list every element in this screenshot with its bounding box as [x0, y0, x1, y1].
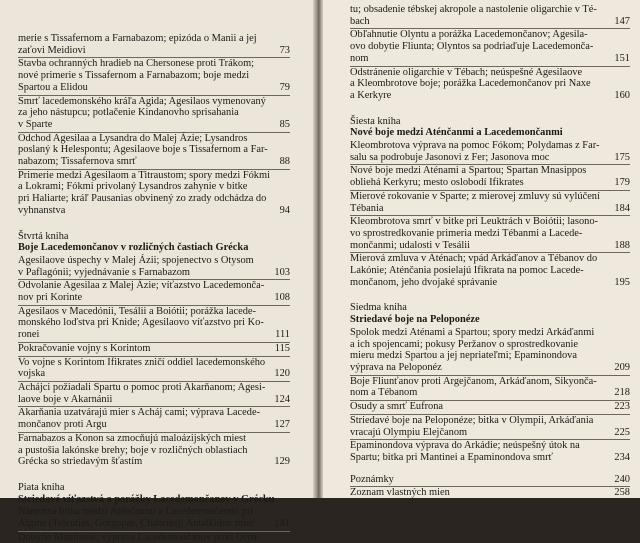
toc-entry-line: Odstránenie oligarchie v Tébach; neúspešné Agesilaove [350, 66, 583, 78]
toc-entry-line: Boje Fliunťanov proti Argejčanom, Arkáďanom, Sikyonča- [350, 375, 597, 387]
toc-entry[interactable] [350, 67, 630, 102]
toc-entry[interactable] [350, 4, 630, 27]
toc-entry-text [350, 191, 608, 214]
toc-entry-text [18, 280, 268, 303]
book6-label: Šiesta kniha [350, 115, 401, 127]
toc-page-number: 111 [275, 329, 290, 341]
toc-entry[interactable] [350, 140, 630, 163]
toc-entry-line: za jeho nástupcu; potlačenie Kindanovho sprisahania [18, 107, 239, 119]
toc-entry-line: Odvolanie Agesilaa z Malej Ázie; víťazstvo Lacedemonča- [18, 280, 265, 292]
toc-entry-line: mončanom, jeho dvojaké správanie [350, 276, 498, 288]
toc-entry-line: Nové boje medzi Aténami a Spartou; Spartan Mnasippos [350, 165, 587, 177]
toc-entry-line: Osudy a smrť Eufrona [350, 401, 444, 413]
toc-entry[interactable] [18, 433, 290, 468]
toc-entry[interactable] [350, 191, 630, 214]
toc-entry-line: Dobytie Mantineie; výprava Lacedemončanov proti Olyn- [18, 531, 261, 543]
toc-page-number: 223 [614, 401, 630, 413]
toc-entry-line: vojska [18, 368, 46, 380]
toc-entry-text [18, 306, 268, 341]
toc-page-number: 240 [614, 473, 630, 485]
toc-entry-text [350, 4, 608, 27]
toc-entry-line: a Lokrami; Fókmi privolaný Lysandros zahynie v bitke [18, 181, 248, 193]
toc-entry[interactable] [350, 487, 630, 499]
book7-title: Striedavé boje na Peloponéze [350, 314, 480, 326]
toc-entry-text [18, 506, 268, 529]
toc-entry-line: salu sa podrobuje Jasonovi z Fer; Jasonova moc [350, 151, 550, 163]
toc-page-number: 94 [279, 204, 290, 216]
toc-entry-line: v Paflagónii; vyjednávanie s Farnabazom [18, 266, 190, 278]
toc-entry-line: Spartu; bitka pri Mantinei a Epaminondova smrť [350, 451, 553, 463]
book4-entries [18, 255, 290, 468]
toc-entry-line: nom a Tébanom [350, 387, 418, 399]
toc-entry-text [18, 96, 268, 131]
toc-entry[interactable] [18, 58, 290, 93]
toc-entry-line: Akarňania uzatvárajú mier s Acháj cami; výprava Lacede- [18, 407, 261, 419]
toc-entry[interactable] [350, 474, 630, 486]
toc-page-number: 218 [614, 387, 630, 399]
toc-page-number: 88 [279, 156, 290, 168]
toc-entry-line: výprava na Peloponéz [350, 361, 442, 373]
toc-entry-text [350, 140, 608, 163]
toc-entry-text [18, 407, 268, 430]
toc-entry-text [350, 216, 608, 251]
toc-entry-line: a ich spojencami; pokusy Peržanov o sprostredkovanie [350, 338, 578, 350]
toc-page-number: 151 [614, 52, 630, 64]
toc-entry-line: zaťovi Meidiovi [18, 44, 86, 56]
toc-entry[interactable] [18, 96, 290, 131]
toc-entry-line: mončanov proti Argu [18, 419, 107, 431]
book7-entries [350, 327, 630, 464]
toc-page-number: 179 [614, 177, 630, 189]
toc-entry-line: Obľahnutie Olyntu a porážka Lacedemončanov; Agesila- [350, 29, 588, 41]
toc-entry-line: Mierová zmluva v Aténach; vpád Arkáďanov a Tébanov do [350, 253, 598, 265]
toc-entry-text [350, 474, 608, 486]
book-spine-gutter [313, 0, 323, 498]
toc-entry-text [350, 440, 608, 463]
book5-entries [18, 506, 290, 543]
toc-page-number: 85 [279, 118, 290, 130]
toc-entry[interactable] [350, 29, 630, 64]
toc-page-number: 195 [614, 276, 630, 288]
toc-entry-line: vyhnanstva [18, 204, 66, 216]
toc-entry-line: Smrť lacedemonského kráľa Agida; Agesilaos vymenovaný [18, 95, 266, 107]
toc-entry-text [18, 133, 268, 168]
book4-label: Štvrtá kniha [18, 230, 69, 242]
toc-entry-line: bach [350, 15, 370, 27]
toc-entry-line: Primerie medzi Agesilaom a Titraustom; spory medzi Fókmi [18, 169, 270, 181]
toc-entry-text [18, 382, 268, 405]
toc-entry[interactable] [18, 343, 290, 355]
toc-entry-text [350, 253, 608, 288]
book6-entries [350, 140, 630, 288]
right-toc-column [350, 4, 630, 499]
toc-page-number: 184 [614, 202, 630, 214]
book6-title: Nové boje medzi Aténčanmi a Lacedemončanmi [350, 127, 563, 139]
toc-entry-text [18, 33, 268, 56]
toc-page-number: 188 [614, 239, 630, 251]
toc-entry[interactable] [18, 306, 290, 341]
toc-entry-line: Agesilaos v Macedónii, Tesálii a Boiótii; porážka lacede- [18, 305, 256, 317]
toc-entry-line: a Kleombrotove boje; porážka Lacedemončanov pri Naxe [350, 78, 591, 90]
toc-entry-line: Aigine (Teleutias, Gorgopas, Chabrias); Antalkidov mier [18, 518, 254, 530]
book5-label: Piata kniha [18, 481, 65, 493]
toc-entry[interactable] [350, 216, 630, 251]
toc-entry-line: Spolok medzi Aténami a Spartou; spory medzi Arkáďanmi [350, 326, 595, 338]
toc-entry[interactable] [18, 280, 290, 303]
toc-entry[interactable] [350, 327, 630, 374]
toc-entry-line: Zoznam vlastných mien [350, 487, 450, 499]
left-top-entries [18, 33, 290, 217]
right-top-entries [350, 4, 630, 102]
toc-entry-line: Achájci požiadali Spartu o pomoc proti Akarňanom; Agesi- [18, 381, 266, 393]
toc-entry-line: Kleombrotova výprava na pomoc Fókom; Polydamas z Far- [350, 140, 600, 152]
toc-entry[interactable] [18, 532, 290, 543]
toc-entry-line: ovo dobytie Fliunta; Olyntos sa podriaďuje Lacedemonča- [350, 41, 594, 53]
toc-entry-text [350, 67, 608, 102]
toc-entry-text [18, 170, 270, 217]
toc-entry-line: Poznámky [350, 473, 394, 485]
left-toc-column [18, 33, 290, 543]
toc-entry-line: Tébania [350, 202, 384, 214]
toc-entry-line: a pustošia lakónske brehy; boje v rozličných oblastiach [18, 444, 248, 456]
toc-entry-line: tu; obsadenie tébskej akropole a nastolenie oligarchie v Té- [350, 4, 597, 15]
book7-label: Siedma kniha [350, 302, 407, 314]
toc-entry[interactable] [350, 440, 630, 463]
toc-entry-line: obliehá Kerkyru; mesto oslobodí Ifikrates [350, 177, 524, 189]
toc-entry-line: Pokračovanie vojny s Korintom [18, 342, 151, 354]
toc-page-number: 141 [274, 518, 290, 530]
toc-entry-line: laove boje v Akarnánii [18, 393, 113, 405]
toc-page-number: 103 [274, 266, 290, 278]
toc-entry-text [18, 255, 268, 278]
toc-entry-text [18, 357, 268, 380]
toc-entry-line: Grécka so striedavým šťastím [18, 456, 143, 468]
toc-entry-text [350, 487, 608, 499]
toc-page-number: 258 [614, 487, 630, 499]
toc-page-number: 160 [614, 89, 630, 101]
toc-page-number: 129 [274, 456, 290, 468]
toc-entry[interactable] [350, 253, 630, 288]
toc-entry-line: Striedavé boje na Peloponéze; bitka v Olympii, Arkáďania [350, 414, 594, 426]
left-page [0, 0, 318, 543]
toc-page-number: 225 [614, 426, 630, 438]
toc-entry-line: mončanmi; udalosti v Tesálii [350, 239, 470, 251]
toc-entry[interactable] [350, 401, 630, 413]
toc-entry[interactable] [18, 382, 290, 405]
toc-entry[interactable] [18, 407, 290, 430]
toc-page-number: 147 [614, 15, 630, 27]
toc-entry-line: Farnabazos a Konon sa zmocňujú maloázijských miest [18, 432, 246, 444]
back-matter-entries [350, 474, 630, 499]
toc-entry[interactable] [350, 165, 630, 188]
toc-entry-text [350, 415, 608, 438]
toc-entry-line: Epaminondova výprava do Arkádie; neúspešný útok na [350, 440, 580, 452]
toc-entry[interactable] [18, 255, 290, 278]
toc-page-number: 115 [274, 342, 290, 354]
toc-entry-text [18, 532, 268, 543]
toc-entry-line: vo sprostredkovanie primeria medzi Tébanmi a Lacede- [350, 227, 583, 239]
toc-page-number: 79 [279, 81, 290, 93]
toc-entry-line: Lakónie; Aténčania posielajú Ifikrata na pomoc Lacede- [350, 265, 584, 277]
toc-entry-line: pri Haliarte; kráľ Pausanias obvinený zo zrady odchádza do [18, 193, 267, 205]
toc-entry[interactable] [18, 357, 290, 380]
toc-page-number: 234 [614, 451, 630, 463]
toc-entry[interactable] [350, 415, 630, 438]
toc-entry-line: monského loďstva pri Knide; Agesilaovo víťazstvo pri Ko- [18, 317, 264, 329]
toc-entry-text [350, 327, 608, 374]
toc-entry-text [350, 29, 608, 64]
toc-entry-line: mieru medzi Spartou a jej nepriateľmi; Epaminondova [350, 350, 577, 362]
toc-entry-line: nov pri Korinte [18, 292, 83, 304]
toc-entry-line: Stavba ochranných hradieb na Chersonese proti Trákom; [18, 58, 255, 70]
toc-entry-text [350, 401, 608, 413]
toc-entry-line: poslaný k Helespontu; Agesilaove boje s Tissafernom a Far- [18, 144, 268, 156]
toc-entry[interactable] [18, 33, 290, 56]
toc-entry[interactable] [18, 133, 290, 168]
toc-entry-line: a Kerkyre [350, 89, 392, 101]
toc-page-number: 209 [614, 361, 630, 373]
toc-entry-text [350, 376, 608, 399]
toc-entry[interactable] [350, 376, 630, 399]
toc-entry-line: ronei [18, 329, 40, 341]
toc-entry-line: v Sparte [18, 118, 53, 130]
toc-page-number: 175 [614, 151, 630, 163]
toc-entry-text [18, 58, 268, 93]
toc-entry-text [18, 343, 268, 355]
toc-entry-line: Kleombrotova smrť v bitke pri Leuktrách v Boiótii; lasono- [350, 216, 598, 228]
toc-page-number: 108 [274, 292, 290, 304]
toc-page-number: 120 [274, 368, 290, 380]
toc-entry-line: Vo vojne s Korintom Ifikrates zničí oddiel lacedemonského [18, 356, 266, 368]
toc-entry-line: nom [350, 52, 369, 64]
toc-page-number: 124 [274, 393, 290, 405]
toc-entry-line: Spartou a Elidou [18, 81, 88, 93]
toc-entry-text [350, 165, 608, 188]
toc-entry-line: Námorná bitka medzi Aténčanmi a Lacedemončanmi pri [18, 506, 254, 518]
toc-entry-line: Mierové rokovanie v Sparte; z mierovej zmluvy sú vylúčení [350, 190, 600, 202]
book4-title: Boje Lacedemončanov v rozličných častiach Grécka [18, 242, 249, 254]
toc-entry[interactable] [18, 170, 290, 217]
toc-entry-line: vracajú Olympiu Elejčanom [350, 426, 468, 438]
toc-entry-line: Agesilaove úspechy v Malej Ázii; spojenectvo s Otysom [18, 254, 254, 266]
book5-title: Striedavé víťazstvá a porážky Lacedemončanov v Grécku [18, 493, 275, 505]
toc-entry[interactable] [18, 506, 290, 529]
toc-entry-line: merie s Tissafernom a Farnabazom; epizóda o Manii a jej [18, 33, 257, 44]
toc-page-number: 73 [279, 44, 290, 56]
right-page [318, 0, 640, 498]
toc-entry-line: nabazom; Tissafernova smrť [18, 156, 137, 168]
toc-entry-line: Odchod Agesilaa a Lysandra do Malej Ázie; Lysandros [18, 132, 248, 144]
toc-page-number: 127 [274, 419, 290, 431]
toc-entry-text [18, 433, 268, 468]
toc-entry-line: nové primerie s Tissafernom a Farnabazom; boje medzi [18, 70, 250, 82]
